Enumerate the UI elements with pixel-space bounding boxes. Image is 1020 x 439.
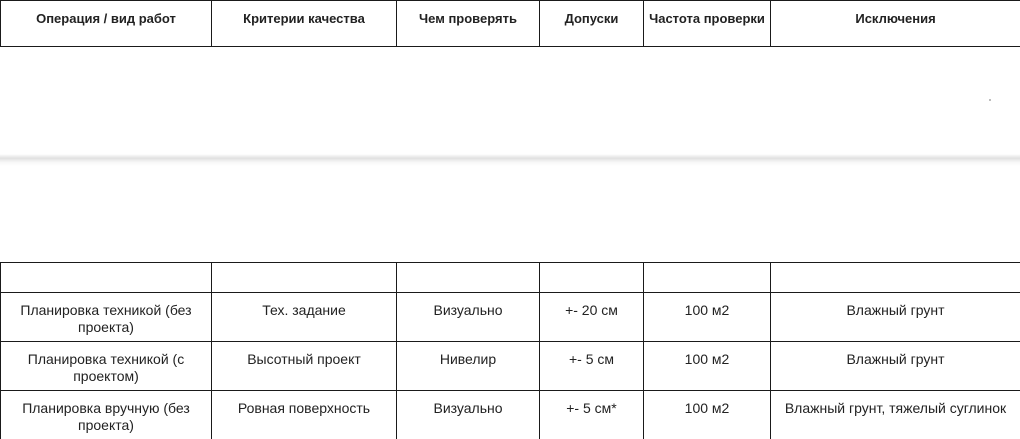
cell-check-method: Визуально — [397, 293, 540, 342]
header-quality-criteria: Критерии качества — [212, 1, 397, 47]
cell-tolerance: +- 5 см* — [540, 391, 644, 439]
cell-check-method: Визуально — [397, 391, 540, 439]
cell-quality-criteria: Тех. задание — [212, 293, 397, 342]
cell-frequency: 100 м2 — [644, 342, 771, 391]
header-check-frequency: Частота проверки — [644, 1, 771, 47]
cell-exceptions: Влажный грунт — [771, 293, 1020, 342]
header-tolerances: Допуски — [540, 1, 644, 47]
table-cell — [771, 263, 1020, 293]
header-operation: Операция / вид работ — [1, 1, 212, 47]
cell-operation: Планировка вручную (без проекта) — [1, 391, 212, 439]
cell-operation: Планировка техникой (с проектом) — [1, 342, 212, 391]
header-check-method: Чем проверять — [397, 1, 540, 47]
table-cell — [212, 263, 397, 293]
cell-check-method: Нивелир — [397, 342, 540, 391]
cell-tolerance: +- 5 см — [540, 342, 644, 391]
cell-exceptions: Влажный грунт, тяжелый суглинок — [771, 391, 1020, 439]
header-table — [0, 0, 1020, 47]
header-row — [1, 1, 1020, 47]
table-cell — [1, 263, 212, 293]
table-row — [1, 293, 1020, 342]
scan-speck — [989, 99, 991, 101]
table-row — [1, 391, 1020, 439]
table-cell — [540, 263, 644, 293]
header-exceptions: Исключения — [771, 1, 1020, 47]
cell-exceptions: Влажный грунт — [771, 342, 1020, 391]
cell-operation: Планировка техникой (без проекта) — [1, 293, 212, 342]
table-row — [1, 342, 1020, 391]
table-cell — [397, 263, 540, 293]
cell-frequency: 100 м2 — [644, 391, 771, 439]
cell-frequency: 100 м2 — [644, 293, 771, 342]
cell-tolerance: +- 20 см — [540, 293, 644, 342]
cell-quality-criteria: Ровная поверхность — [212, 391, 397, 439]
table-cell — [644, 263, 771, 293]
body-table — [0, 262, 1020, 439]
page-fold-shadow — [0, 154, 1020, 166]
cell-quality-criteria: Высотный проект — [212, 342, 397, 391]
empty-table-row — [1, 263, 1020, 293]
